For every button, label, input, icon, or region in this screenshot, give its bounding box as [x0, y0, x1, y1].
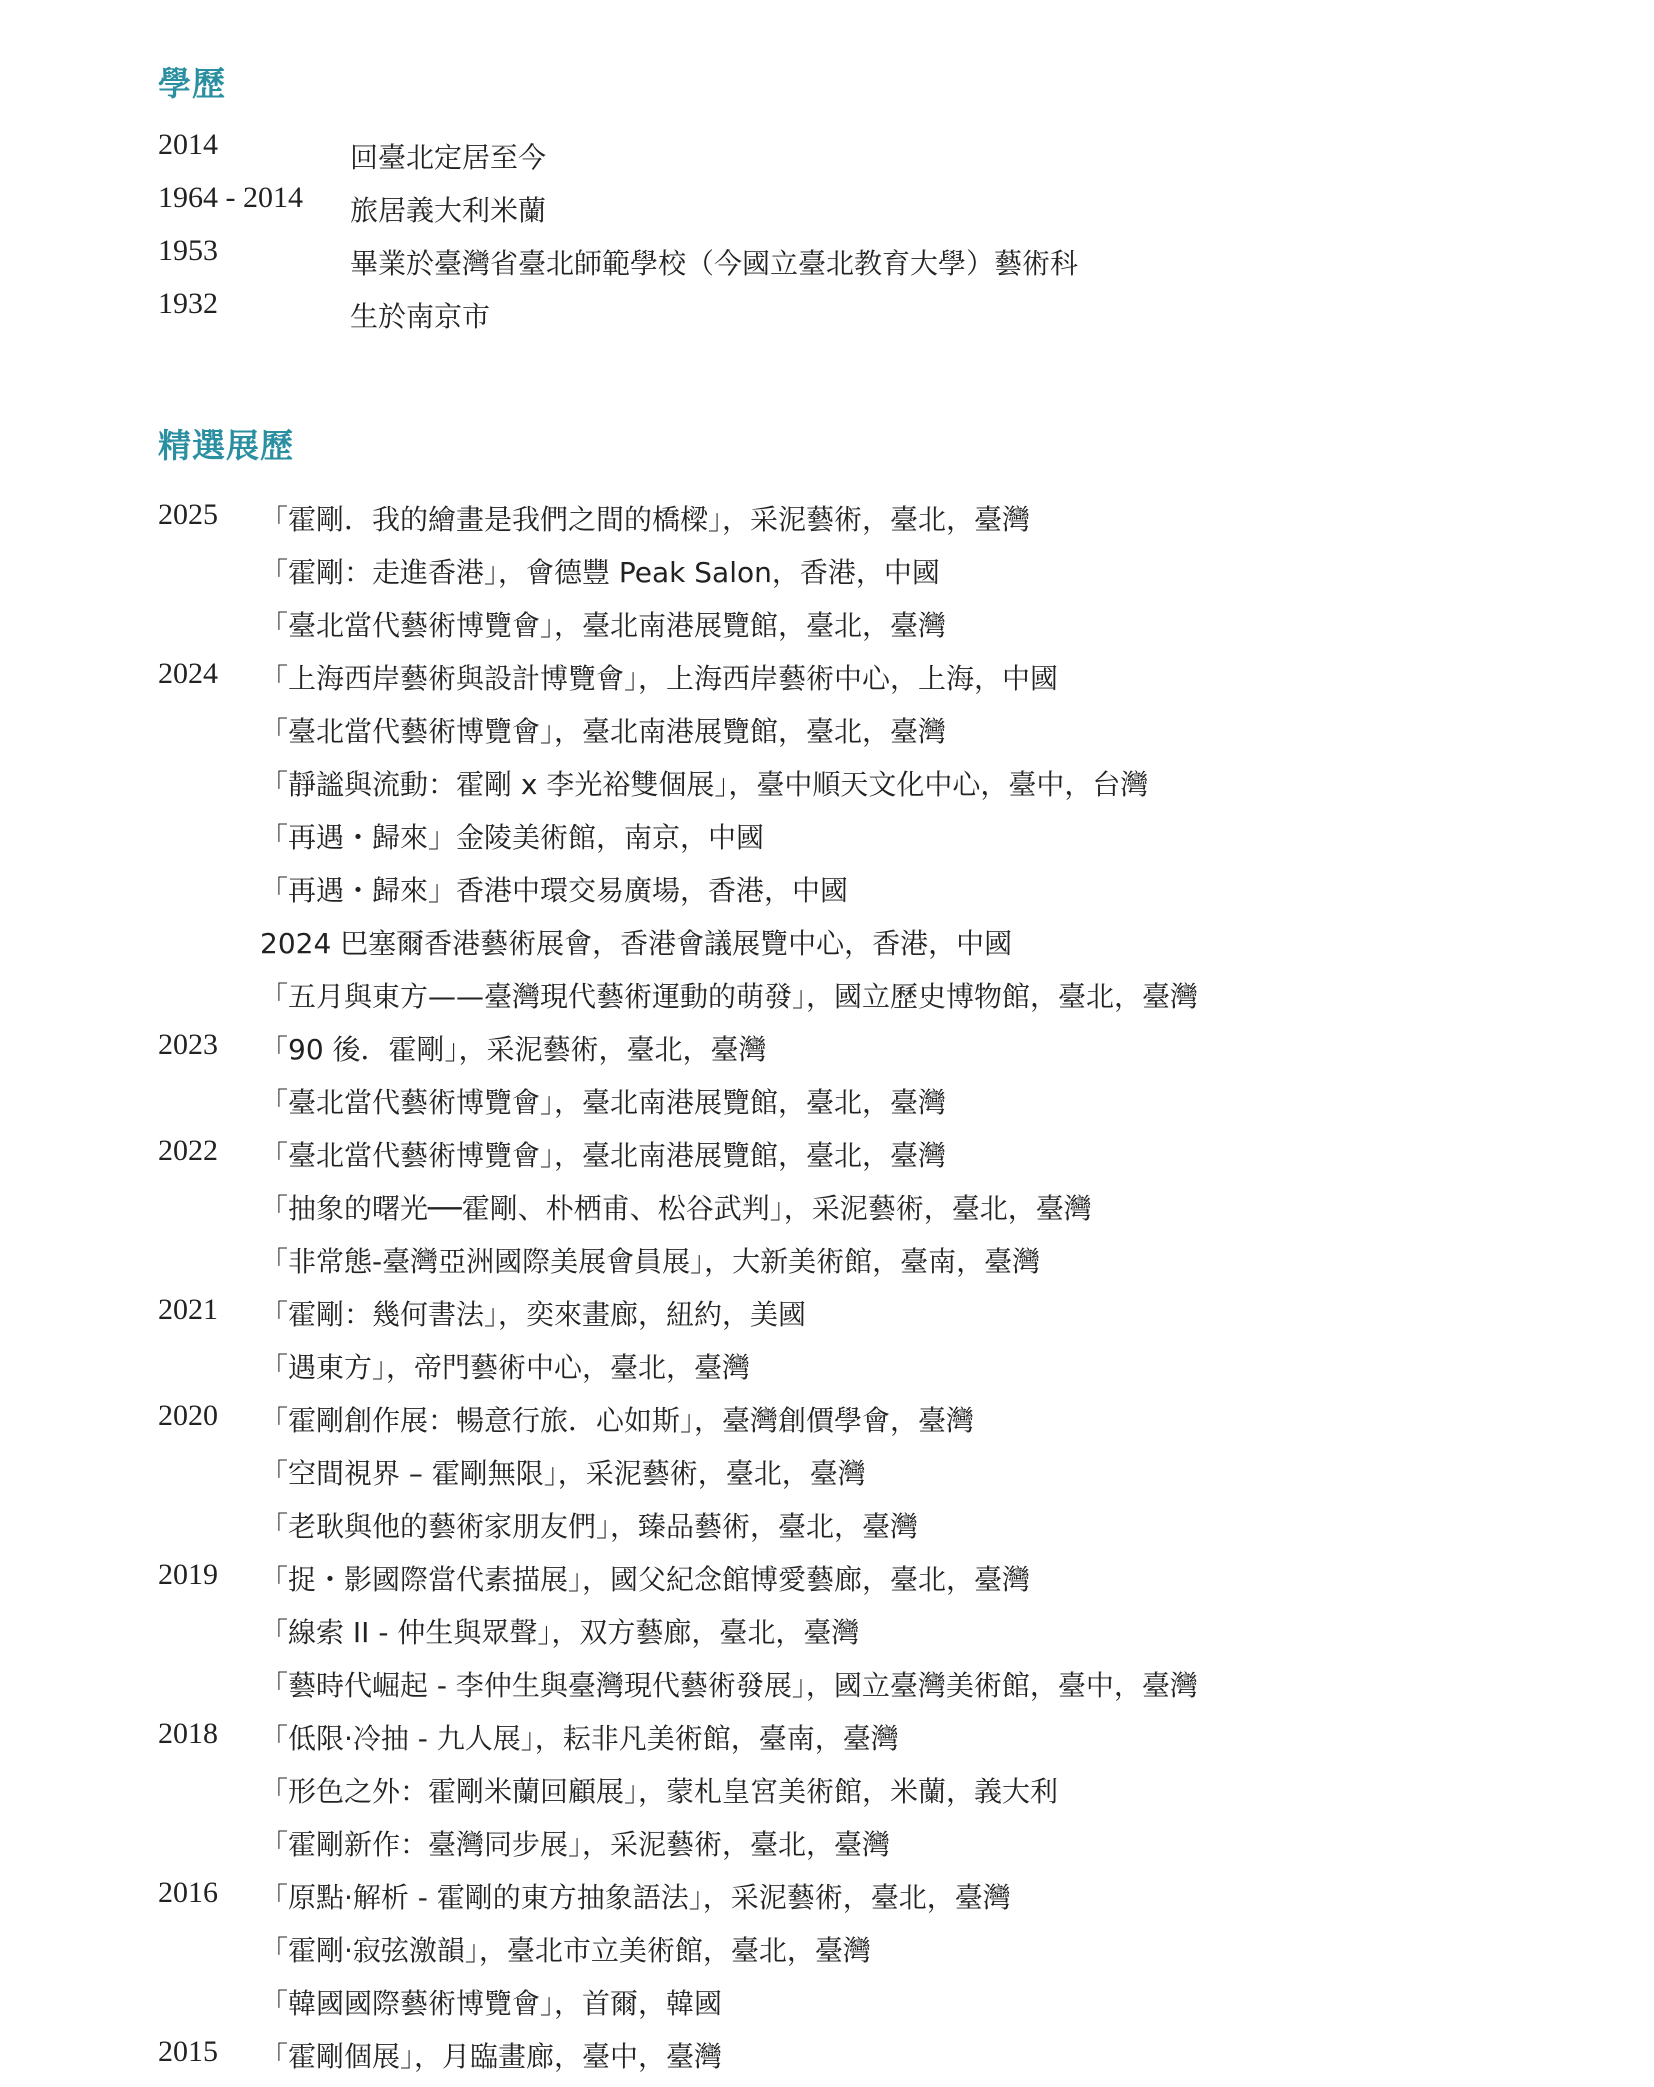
exhibition-text: 「霍剛：幾何書法」，奕來畫廊，紐約，美國	[260, 1298, 807, 1331]
exhibition-text: 「藝時代崛起 - 李仲生與臺灣現代藝術發展」，國立臺灣美術館，臺中，臺灣	[260, 1669, 1198, 1702]
exhibition-text: 「霍剛創作展：暢意行旅．心如斯」，臺灣創價學會，臺灣	[260, 1404, 975, 1437]
education-text: 畢業於臺灣省臺北師範學校（今國立臺北教育大學）藝術科	[350, 247, 1079, 280]
exhibition-entry	[0, 1399, 1654, 1451]
exhibition-entry	[0, 2035, 1654, 2087]
exhibition-year: 2025	[158, 498, 218, 531]
exhibition-text: 「空間視界 – 霍剛無限」，采泥藝術，臺北，臺灣	[260, 1457, 866, 1490]
exhibition-text: 「臺北當代藝術博覽會」，臺北南港展覽館，臺北，臺灣	[260, 1086, 947, 1119]
exhibition-entry	[0, 1293, 1654, 1345]
exhibition-text: 「非常態-臺灣亞洲國際美展會員展」，大新美術館，臺南，臺灣	[260, 1245, 1041, 1278]
education-text: 回臺北定居至今	[350, 141, 547, 174]
education-entry	[0, 181, 1654, 233]
exhibition-text: 「再遇・歸來」金陵美術館，南京，中國	[260, 821, 765, 854]
exhibition-year: 2016	[158, 1876, 218, 1909]
exhibition-text: 「韓國國際藝術博覽會」，首爾，韓國	[260, 1987, 723, 2020]
exhibition-entry	[0, 710, 1654, 762]
exhibition-year: 2019	[158, 1558, 218, 1591]
education-year: 2014	[158, 128, 218, 161]
exhibition-text: 「五月與東方——臺灣現代藝術運動的萌發」，國立歷史博物館，臺北，臺灣	[260, 980, 1199, 1013]
exhibition-entry	[0, 869, 1654, 921]
exhibition-text: 「霍剛個展」，月臨畫廊，臺中，臺灣	[260, 2040, 723, 2073]
exhibition-text: 「臺北當代藝術博覽會」，臺北南港展覽館，臺北，臺灣	[260, 609, 947, 642]
exhibition-text: 「靜謐與流動：霍剛 x 李光裕雙個展」，臺中順天文化中心，臺中，台灣	[260, 768, 1149, 801]
exhibition-entry	[0, 763, 1654, 815]
exhibition-year: 2018	[158, 1717, 218, 1750]
exhibition-year: 2020	[158, 1399, 218, 1432]
exhibition-entry	[0, 1505, 1654, 1557]
exhibition-text: 「捉・影國際當代素描展」，國父紀念館博愛藝廊，臺北，臺灣	[260, 1563, 1031, 1596]
exhibition-entry	[0, 1823, 1654, 1875]
exhibition-year: 2023	[158, 1028, 218, 1061]
exhibition-entry	[0, 498, 1654, 550]
exhibition-text: 「形色之外：霍剛米蘭回顧展」，蒙札皇宮美術館，米蘭，義大利	[260, 1775, 1059, 1808]
exhibition-text: 「霍剛新作：臺灣同步展」，采泥藝術，臺北，臺灣	[260, 1828, 891, 1861]
education-entry	[0, 287, 1654, 339]
exhibition-entry	[0, 975, 1654, 1027]
exhibition-text: 「臺北當代藝術博覽會」，臺北南港展覽館，臺北，臺灣	[260, 715, 947, 748]
exhibition-entry	[0, 1982, 1654, 2034]
exhibition-text: 「遇東方」，帝門藝術中心，臺北，臺灣	[260, 1351, 751, 1384]
exhibition-entry	[0, 1081, 1654, 1133]
exhibition-text: 「霍剛．我的繪畫是我們之間的橋樑」，采泥藝術，臺北，臺灣	[260, 503, 1031, 536]
exhibition-text: 「老耿與他的藝術家朋友們」，臻品藝術，臺北，臺灣	[260, 1510, 919, 1543]
exhibitions-heading: 精選展歷	[158, 426, 294, 465]
exhibition-text: 「再遇・歸來」香港中環交易廣場，香港，中國	[260, 874, 849, 907]
exhibition-entry	[0, 922, 1654, 974]
education-text: 生於南京市	[350, 300, 491, 333]
education-text: 旅居義大利米蘭	[350, 194, 547, 227]
exhibition-entry	[0, 604, 1654, 656]
exhibition-entry	[0, 657, 1654, 709]
exhibition-entry	[0, 1876, 1654, 1928]
exhibition-entry	[0, 1664, 1654, 1716]
exhibition-entry	[0, 1611, 1654, 1663]
exhibition-text: 「霍剛·寂弦激韻」，臺北市立美術館，臺北，臺灣	[260, 1934, 871, 1967]
education-entry	[0, 128, 1654, 180]
exhibition-entry	[0, 1134, 1654, 1186]
exhibition-text: 「霍剛：走進香港」，會德豐 Peak Salon，香港，中國	[260, 556, 940, 589]
exhibition-text: 「90 後．霍剛」，采泥藝術，臺北，臺灣	[260, 1033, 767, 1066]
education-year: 1953	[158, 234, 218, 267]
exhibition-entry	[0, 1770, 1654, 1822]
exhibition-text: 「低限·冷抽 - 九人展」，耘非凡美術館，臺南，臺灣	[260, 1722, 899, 1755]
exhibition-year: 2022	[158, 1134, 218, 1167]
exhibition-text: 「上海西岸藝術與設計博覽會」，上海西岸藝術中心，上海，中國	[260, 662, 1059, 695]
exhibition-year: 2024	[158, 657, 218, 690]
exhibition-entry	[0, 1240, 1654, 1292]
exhibition-year: 2015	[158, 2035, 218, 2068]
exhibition-entry	[0, 816, 1654, 868]
exhibition-text: 「原點·解析 - 霍剛的東方抽象語法」，采泥藝術，臺北，臺灣	[260, 1881, 1011, 1914]
education-year: 1964 - 2014	[158, 181, 303, 214]
exhibition-text: 2024 巴塞爾香港藝術展會，香港會議展覽中心，香港，中國	[260, 927, 1013, 960]
exhibition-year: 2021	[158, 1293, 218, 1326]
exhibition-entry	[0, 1929, 1654, 1981]
exhibition-entry	[0, 1187, 1654, 1239]
exhibition-entry	[0, 1452, 1654, 1504]
exhibition-text: 「線索 II - 仲生與眾聲」，双方藝廊，臺北，臺灣	[260, 1616, 860, 1649]
education-heading: 學歷	[158, 64, 226, 103]
exhibition-text: 「臺北當代藝術博覽會」，臺北南港展覽館，臺北，臺灣	[260, 1139, 947, 1172]
exhibition-entry	[0, 1558, 1654, 1610]
exhibition-entry	[0, 1346, 1654, 1398]
exhibition-entry	[0, 1717, 1654, 1769]
exhibition-entry	[0, 1028, 1654, 1080]
exhibition-entry	[0, 551, 1654, 603]
exhibition-text: 「抽象的曙光──霍剛、朴栖甫、松谷武判」，采泥藝術，臺北，臺灣	[260, 1192, 1092, 1225]
education-entry	[0, 234, 1654, 286]
education-year: 1932	[158, 287, 218, 320]
